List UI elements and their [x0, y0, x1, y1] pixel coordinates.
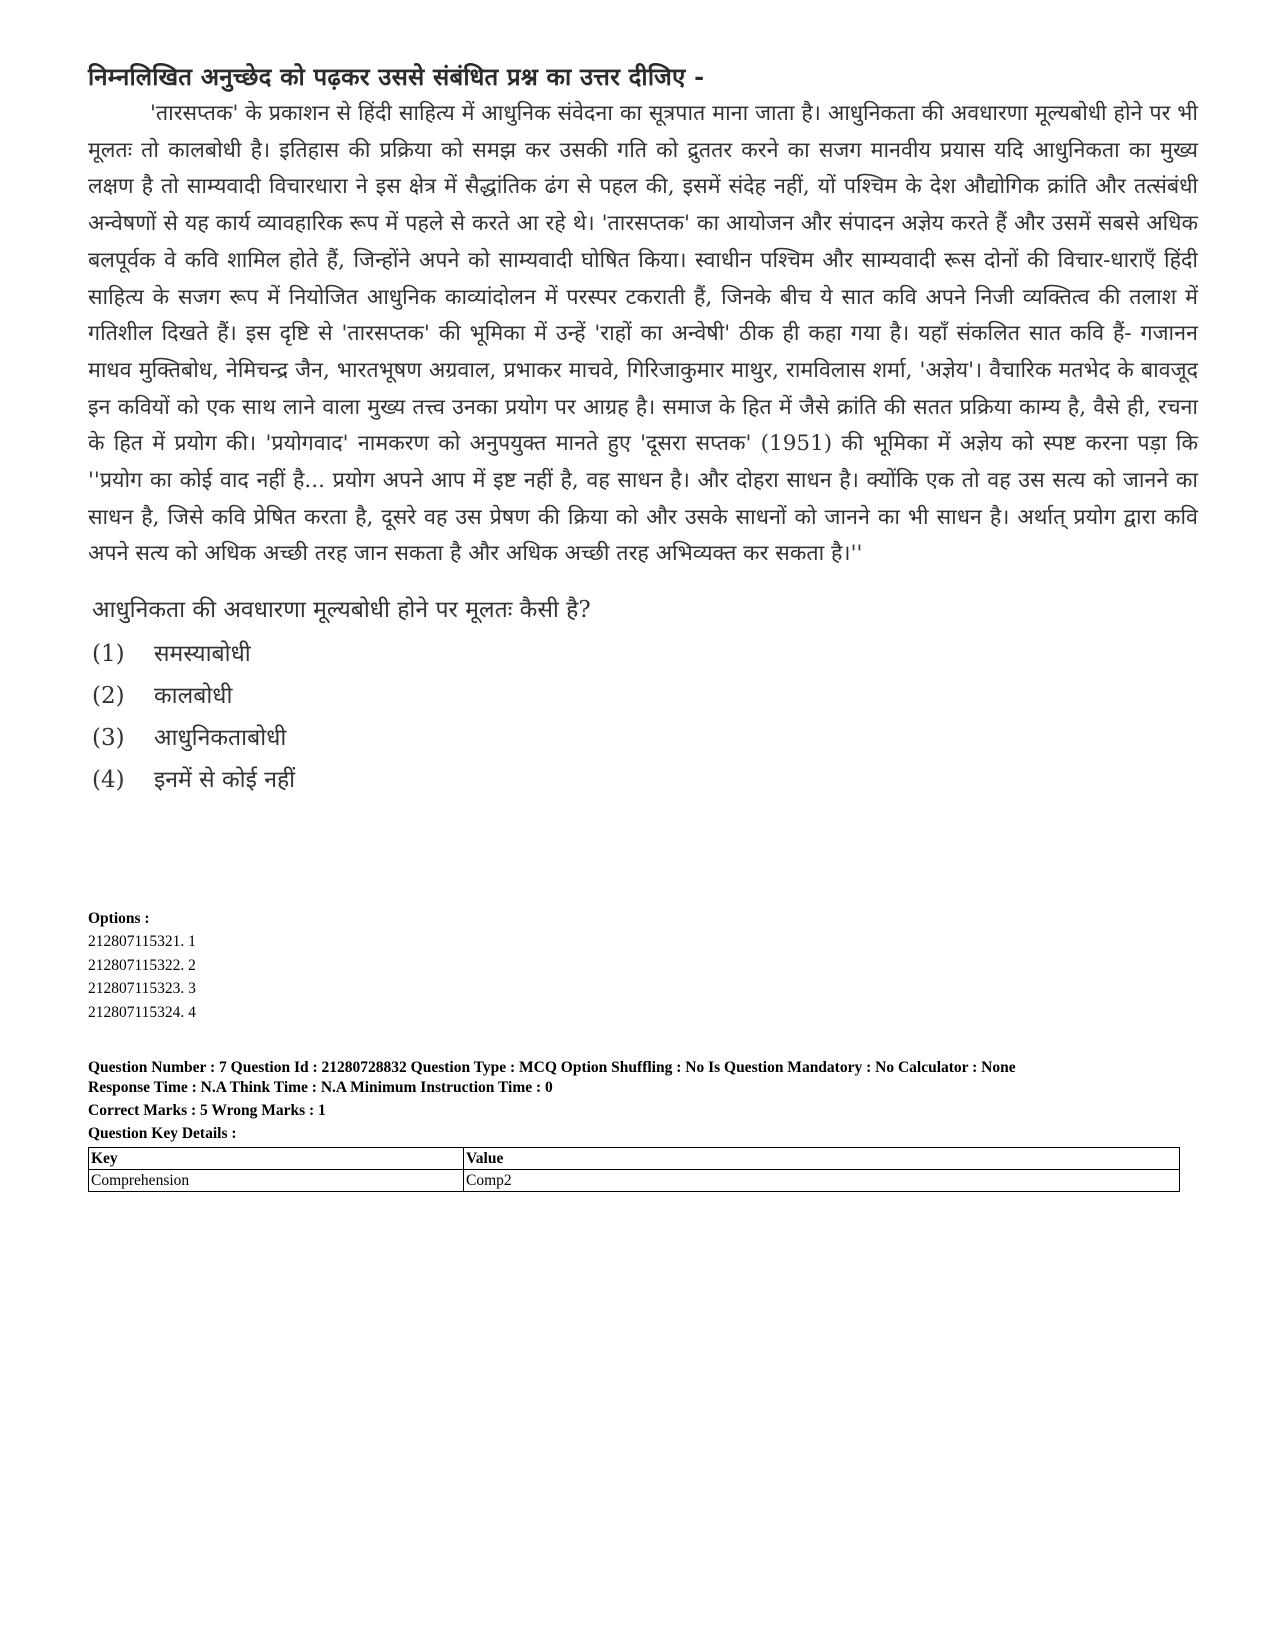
choice-list [88, 633, 1198, 801]
option-id-line: 212807115321. 1 [88, 933, 196, 950]
table-cell-key: Comprehension [89, 1170, 464, 1192]
question-meta [88, 1058, 1188, 1097]
table-header-row [89, 1148, 1180, 1170]
option-id-line: 212807115322. 2 [88, 956, 196, 974]
choice-item [92, 633, 1198, 675]
question-meta-line2: Response Time : N.A Think Time : N.A Minimum Instruction Time : 0 [88, 1078, 553, 1096]
choice-text: कालबोधी [154, 683, 233, 710]
choice-text: इनमें से कोई नहीं [154, 767, 296, 794]
question-meta-line1: Question Number : 7 Question Id : 21280728832 Question Type : MCQ Option Shuffling : No Is Question Mandatory : No Calculator : None [88, 1059, 1016, 1076]
option-id-line: 212807115323. 3 [88, 980, 196, 997]
choice-number: (2) [92, 683, 125, 710]
choice-number: (3) [92, 725, 125, 752]
passage-text: 'तारसप्तक' के प्रकाशन से हिंदी साहित्य में आधुनिक संवेदना का सूत्रपात माना जाता है। आधुनिकता की अवधारणा मूल्यबोधी होने पर भी मूलतः तो कालबोधी है। इतिहास की प्रक्रिया को समझ कर उसकी गति को द्रुततर करने का सजग मानवीय प्रयास यदि आधुनिकता का मुख्य लक्षण है तो साम्यवादी विचारधारा ने इस क्षेत्र में सैद्धांतिक ढंग से पहल की, इसमें संदेह नहीं, यों पश्चिम के देश औद्योगिक क्रांति और तत्संबंधी अन्वेषणों से यह कार्य व्यावहारिक रूप में पहले से करते आ रहे थे। 'तारसप्तक' का आयोजन और संपादन अज्ञेय करते हैं और उसमें सबसे अधिक बलपूर्वक वे कवि शामिल होते हैं, जिन्होंने अपने को साम्यवादी घोषित किया। स्वाधीन पश्चिम और साम्यवादी रूस दोनों की विचार-धाराएँ हिंदी साहित्य के सजग रूप में नियोजित आधुनिक काव्यांदोलन में परस्पर टकराती हैं, जिनके बीच ये सात कवि अपने निजी व्यक्तित्व की तलाश में गतिशील दिखते हैं। इस दृष्टि से 'तारसप्तक' की भूमिका में उन्हें 'राहों का अन्वेषी' ठीक ही कहा गया है। यहाँ संकलित सात कवि हैं- गजानन माधव मुक्तिबोध, नेमिचन्द्र जैन, भारतभूषण अग्रवाल, प्रभाकर माचवे, गिरिजाकुमार माथुर, रामविलास शर्मा, 'अज्ञेय'। वैचारिक मतभेद के बावजूद इन कवियों को एक साथ लाने वाला मुख्य तत्त्व उनका प्रयोग पर आग्रह है। समाज के हित में जैसे क्रांति की सतत प्रक्रिया काम्य है, वैसे ही, रचना के हित में प्रयोग की। 'प्रयोगवाद' नामकरण को अनुपयुक्त मानते हुए 'दूसरा सप्तक' (1951) की भूमिका में अज्ञेय को स्पष्ट करना पड़ा कि ''प्रयोग का कोई वाद नहीं है... प्रयोग अपने आप में इष्ट नहीं है, वह साधन है। और दोहरा साधन है। क्योंकि एक तो वह उस सत्य को जानने का साधन है, जिसे कवि प्रेषित करता है, दूसरे वह उस प्रेषण की क्रिया को और उसके साधनों को जानने का भी साधन है। अर्थात् प्रयोग द्वारा कवि अपने सत्य को अधिक अच्छी तरह जान सकता है और अधिक अच्छी तरह अभिव्यक्त कर सकता है।'' [88, 101, 1198, 567]
options-title: Options : [88, 910, 150, 927]
document-body [88, 907, 1188, 1192]
choice-item [92, 717, 1198, 759]
choice-number: (1) [92, 641, 125, 668]
passage-heading: निम्नलिखित अनुच्छेद को पढ़कर उससे संबंधित प्रश्न का उत्तर दीजिए - [88, 62, 705, 91]
table-cell-value: Comp2 [464, 1170, 1180, 1192]
marks-line: Correct Marks : 5 Wrong Marks : 1 [88, 1102, 326, 1119]
key-details-title: Question Key Details : [88, 1125, 237, 1142]
option-id-line: 212807115324. 4 [88, 1003, 196, 1021]
choice-text: समस्याबोधी [154, 641, 251, 668]
table-row [89, 1170, 1180, 1192]
passage-image [88, 60, 1198, 801]
choice-text: आधुनिकताबोधी [154, 725, 287, 752]
choice-item [92, 675, 1198, 717]
choice-item [92, 759, 1198, 801]
choice-number: (4) [92, 767, 125, 794]
key-details-table [88, 1147, 1180, 1192]
table-header-value: Value [464, 1148, 1180, 1170]
table-header-key: Key [89, 1148, 464, 1170]
question-text: आधुनिकता की अवधारणा मूल्यबोधी होने पर मूलतः कैसी है? [92, 597, 591, 624]
